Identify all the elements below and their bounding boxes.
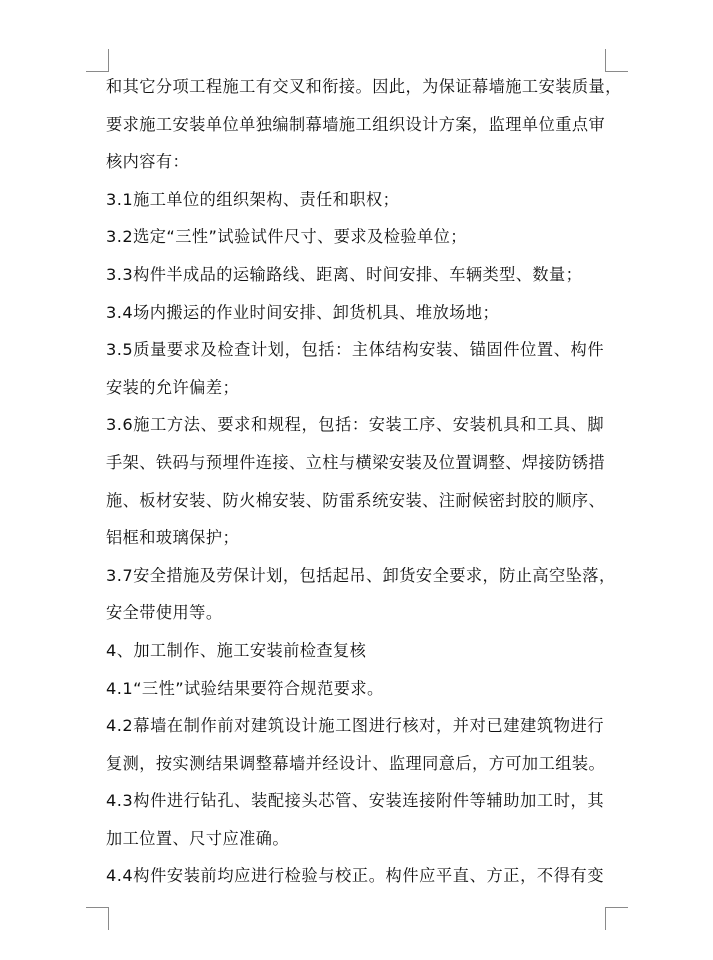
text-line: 4.3构件进行钻孔、装配接头芯管、安装连接附件等辅助加工时，其 (106, 791, 604, 811)
text-line: 和其它分项工程施工有交叉和衔接。因此，为保证幕墙施工安装质量， (106, 77, 622, 96)
text-line: 要求施工安装单位单独编制幕墙施工组织设计方案，监理单位重点审 (106, 114, 606, 134)
text-line: 3.2选定“三性”试验试件尺寸、要求及检验单位； (106, 227, 467, 247)
text-line: 3.5质量要求及检查计划，包括：主体结构安装、锚固件位置、构件 (106, 340, 604, 360)
section-heading: 4、加工制作、施工安装前检查复核 (106, 640, 367, 660)
text-line: 复测，按实测结果调整幕墙并经设计、监理同意后，方可加工组装。 (106, 753, 606, 773)
text-line: 3.1施工单位的组织架构、责任和职权； (106, 189, 400, 209)
margin-mark-top-right (605, 49, 628, 72)
text-line: 4.1“三性”试验结果要符合规范要求。 (106, 678, 384, 698)
text-line: 4.2幕墙在制作前对建筑设计施工图进行核对，并对已建建筑物进行 (106, 716, 604, 736)
text-line: 施、板材安装、防火棉安装、防雷系统安装、注耐候密封胶的顺序、 (106, 490, 606, 510)
text-line: 3.4场内搬运的作业时间安排、卸货机具、堆放场地； (106, 302, 500, 322)
text-line: 3.6施工方法、要求和规程，包括：安装工序、安装机具和工具、脚 (106, 415, 604, 435)
text-line: 4.4构件安装前均应进行检验与校正。构件应平直、方正，不得有变 (106, 866, 604, 886)
text-line: 加工位置、尺寸应准确。 (106, 828, 290, 848)
text-line: 安装的允许偏差； (106, 377, 240, 397)
text-line: 3.3构件半成品的运输路线、距离、时间安排、车辆类型、数量； (106, 264, 583, 284)
text-line: 铝框和玻璃保护； (106, 528, 240, 548)
document-body (106, 73, 622, 900)
margin-mark-bottom-left (86, 907, 109, 930)
text-line: 手架、铁码与预埋件连接、立柱与横梁安装及位置调整、焊接防锈措 (106, 452, 606, 472)
text-line: 3.7安全措施及劳保计划，包括起吊、卸货安全要求，防止高空坠落， (106, 565, 616, 585)
text-line: 核内容有： (106, 152, 190, 172)
text-line: 安全带使用等。 (106, 603, 223, 623)
margin-mark-top-left (86, 49, 109, 72)
margin-mark-bottom-right (605, 907, 628, 930)
